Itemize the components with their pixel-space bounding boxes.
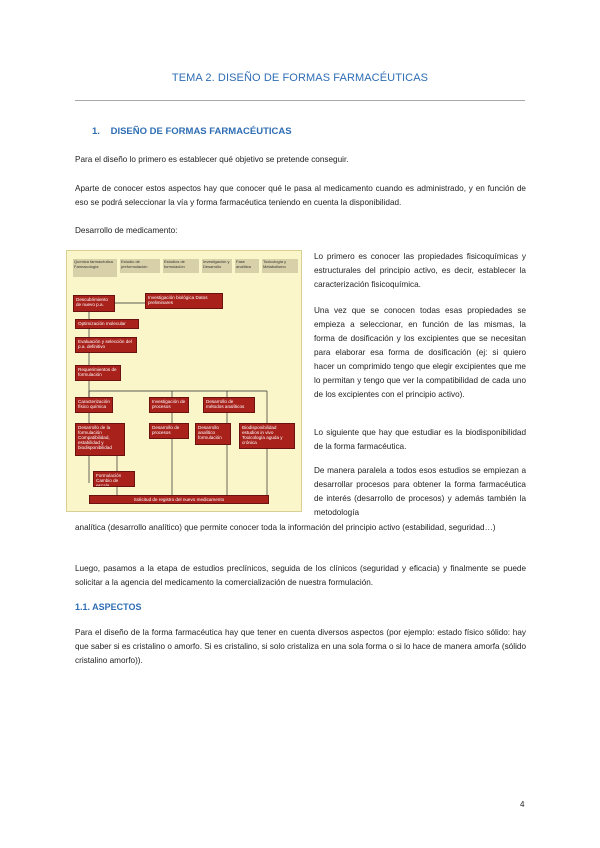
paragraph-aspects: Para el diseño de la forma farmacéutica hay que tener en cuenta diversos aspectos (por ejemplo: estado físico sólido: hay que saber si es cristalino o amorfo. Si es cristalino, si solo cristaliza en una sola forma o si lo hace de manera amorfa (sólido cristalino amorfo)). xyxy=(75,628,526,665)
box-formulation-development: Desarrollo de la formulación Compatibilidad, estabilidad y biodisponibilidad xyxy=(75,423,125,456)
box-bioavailability: Biodisponibilidad estudios in vivo Toxicología aguda y crónica xyxy=(239,423,295,449)
paragraph-administration: Aparte de conocer estos aspectos hay que conocer qué le pasa al medicamento cuando es administrado, y en función de eso se podrá seleccionar la vía y forma farmacéutica teniendo en cuenta la disponibilidad. xyxy=(75,184,526,207)
drug-development-flowchart xyxy=(66,250,302,512)
paragraph-objective: Para el diseño lo primero es establecer qué objetivo se pretende conseguir. xyxy=(75,155,349,164)
paragraph-bioavailability: Lo siguiente que hay que estudiar es la biodisponibilidad de la forma farmacéutica. xyxy=(314,428,526,451)
flowchart-header-preformulation: Estudio de preformulación xyxy=(120,259,160,273)
box-process-development: Desarrollo de procesos xyxy=(149,423,189,439)
flowchart-header-toxicology: Toxicología y Metabolismo xyxy=(262,259,298,273)
box-discovery: Descubrimiento de nuevo p.a. xyxy=(73,295,115,312)
section-number: 1. xyxy=(92,126,100,137)
box-process-research: Investigación de procesos xyxy=(149,397,189,413)
title-divider xyxy=(75,100,525,101)
box-analytical-development: Desarrollo analítico formulación xyxy=(195,423,231,445)
subsection-heading: 1.1. ASPECTOS xyxy=(75,602,142,612)
paragraph-analytical: analítica (desarrollo analítico) que permite conocer toda la información del principio activo (estabilidad, seguridad…) xyxy=(75,523,496,532)
box-evaluation-selection: Evaluación y selección del p.a. definitivo xyxy=(75,337,137,353)
section-title: DISEÑO DE FORMAS FARMACÉUTICAS xyxy=(110,126,292,137)
paragraph-excipients: Una vez que se conocen todas esas propiedades se empieza a seleccionar, en función de las mismas, la forma de dosificación y los excipientes que se necesitan para elaborar esa forma de dosificación (ej: si quiero hacer un comprimido tengo que elegir excipientes que me lo permitan y tengo que ver la compatibilidad de cada uno de los excipientes con el principio activo). xyxy=(314,306,526,399)
paragraph-development-intro: Desarrollo de medicamento: xyxy=(75,226,178,235)
box-physicochemical-characterization: Caracterización físico química xyxy=(75,397,113,413)
flowchart-header-formulation: Estudios de formulación xyxy=(163,259,199,273)
section-heading xyxy=(92,126,292,137)
box-biological-research: Investigación biológica Datos preliminares xyxy=(145,293,223,309)
page-number: 4 xyxy=(520,800,525,809)
paragraph-processes: De manera paralela a todos esos estudios se empiezan a desarrollar procesos para obtener la forma farmacéutica de interés (desarrollo de procesos) y además también la metodología xyxy=(314,466,526,517)
box-registration-request: Solicitud de registro del nuevo medicamento xyxy=(89,495,269,504)
box-molecular-optimization: Optimización molecular xyxy=(75,319,139,329)
flowchart-header-research: Investigación y Desarrollo xyxy=(202,259,232,273)
flowchart-header-analytics: Fase analítica xyxy=(235,259,259,273)
box-analytical-methods: Desarrollo de métodos analíticos xyxy=(203,397,255,413)
box-formulation-requirements: Requerimientos de formulación xyxy=(75,365,121,381)
flowchart-header-chemistry: Química farmacéutica Farmacología xyxy=(73,259,117,277)
box-formulation-scale-up: Formulación Cambio de escala xyxy=(93,471,135,487)
page-title: TEMA 2. DISEÑO DE FORMAS FARMACÉUTICAS xyxy=(171,72,429,84)
paragraph-clinical-stages: Luego, pasamos a la etapa de estudios preclínicos, seguida de los clínicos (seguridad y eficacia) y finalmente se puede solicitar a la agencia del medicamento la comercialización de nuestra formulación. xyxy=(75,564,526,587)
paragraph-physicochemical: Lo primero es conocer las propiedades fisicoquímicas y estructurales del principio activo, es decir, establecer la caracterización fisicoquímica. xyxy=(314,252,526,289)
